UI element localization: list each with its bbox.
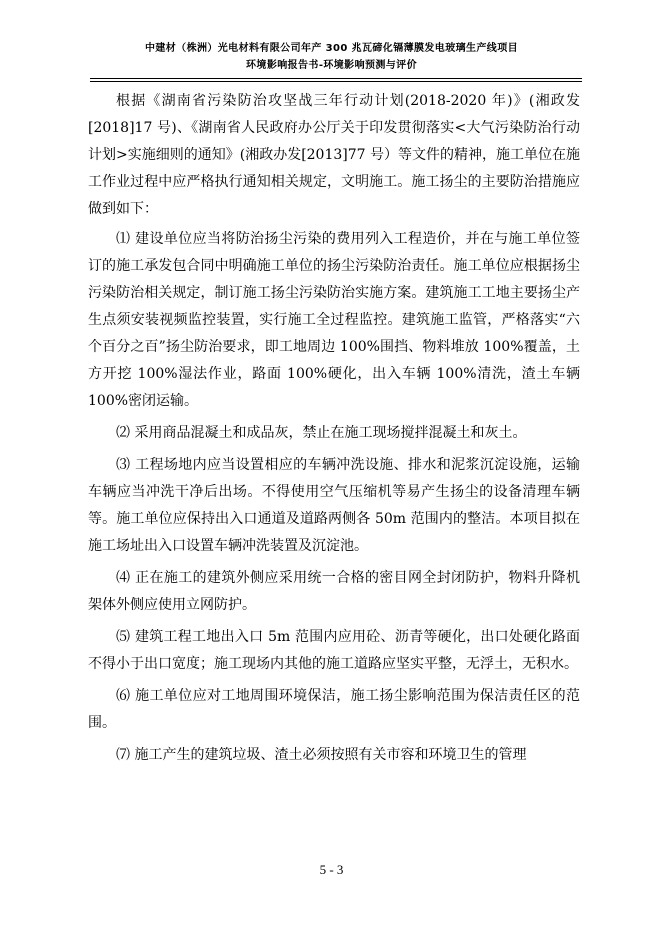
measure-paragraph-4: ⑷ 正在施工的建筑外侧应采用统一合格的密目网全封闭防护，物料升降机架体外侧应使用立网防护。 xyxy=(88,570,580,613)
measure-paragraph-2: ⑵ 采用商品混凝土和成品灰，禁止在施工现场搅拌混凝土和灰土。 xyxy=(116,425,527,441)
header-rule-thin xyxy=(90,81,582,82)
measure-paragraph-6: ⑹ 施工单位应对工地周围环境保洁，施工扬尘影响范围为保洁责任区的范围。 xyxy=(88,688,580,731)
intro-paragraph: 根据《湖南省污染防治攻坚战三年行动计划(2018-2020 年)》(湘政发[2018]17 号)、《湖南省人民政府办公厅关于印发贯彻落实<大气污染防治行动计划>实施细则的通知》(湘政办发[2013]77 号）等文件的精神，施工单位在施工作业过程中应严格执行通知相关规定，文明施工。施工扬尘的主要防治措施应做到如下： xyxy=(88,93,581,217)
header-section-title: 环境影响报告书-环境影响预测与评价 xyxy=(246,60,417,71)
header-rule-thick xyxy=(90,78,582,79)
header-project-title: 中建材（株洲）光电材料有限公司年产 300 兆瓦碲化镉薄膜发电玻璃生产线项目 xyxy=(144,43,519,54)
measure-paragraph-3: ⑶ 工程场地内应当设置相应的车辆冲洗设施、排水和泥浆沉淀设施，运输车辆应当冲洗干净后出场。不得使用空气压缩机等易产生扬尘的设备清理车辆等。施工单位应保持出入口通道及道路两侧各 50m 范围内的整洁。本项目拟在施工场址出入口设置车辆冲洗装置及沉淀池。 xyxy=(88,457,580,554)
measure-paragraph-7: ⑺ 施工产生的建筑垃圾、渣土必须按照有关市容和环境卫生的管理 xyxy=(116,747,527,763)
body-text xyxy=(88,88,580,774)
page-number: 5 - 3 xyxy=(319,862,344,877)
page-header xyxy=(0,40,663,74)
measure-paragraph-5: ⑸ 建筑工程工地出入口 5m 范围内应用砼、沥青等硬化，出口处硬化路面不得小于出口宽度；施工现场内其他的施工道路应坚实平整，无浮土，无积水。 xyxy=(88,629,580,672)
measure-paragraph-1: ⑴ 建设单位应当将防治扬尘污染的费用列入工程造价，并在与施工单位签订的施工承发包合同中明确施工单位的扬尘污染防治责任。施工单位应根据扬尘污染防治相关规定，制订施工扬尘污染防治实施方案。建筑施工工地主要扬尘产生点须安装视频监控装置，实行施工全过程监控。建筑施工监管，严格落实“六个百分之百”扬尘防治要求，即工地周边 100%围挡、物料堆放 100%覆盖，土方开挖 100%湿法作业，路面 100%硬化，出入车辆 100%清洗，渣土车辆 100%密闭运输。 xyxy=(88,231,580,409)
